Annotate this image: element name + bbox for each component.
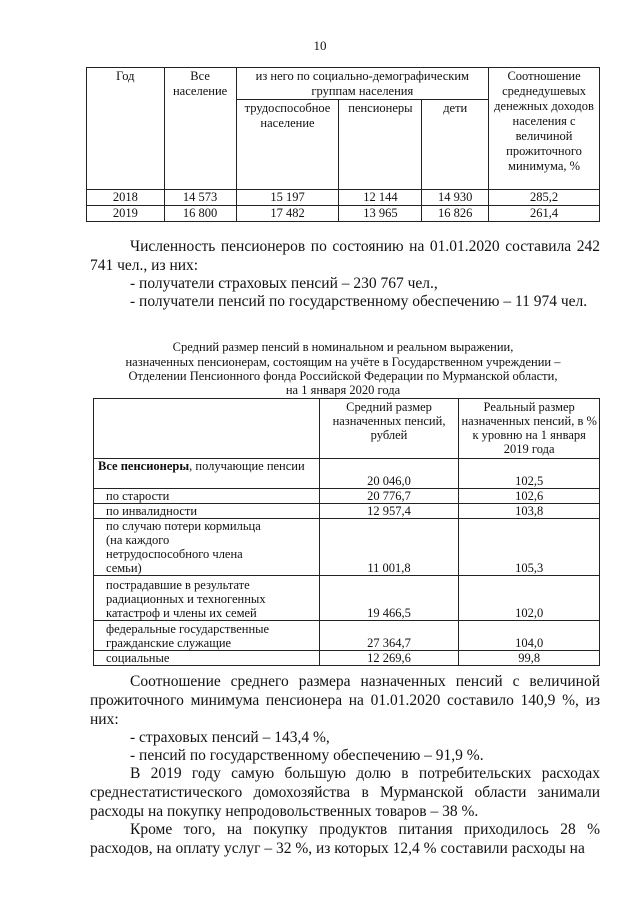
cell-year: 2019 — [87, 206, 165, 222]
header-pensioners: пенсионеры — [339, 100, 422, 190]
header-children: дети — [422, 100, 489, 190]
header-category — [94, 399, 320, 459]
row-label-rest: , получающие пенсии — [189, 459, 305, 473]
table-row — [94, 576, 600, 621]
table-row — [94, 519, 600, 576]
row-label: социальные — [94, 651, 320, 666]
cell-all: 16 800 — [164, 206, 236, 222]
row-label-bold: Все пенсионеры — [98, 459, 190, 473]
cell-real: 104,0 — [459, 621, 600, 651]
row-label: по инвалидности — [94, 504, 320, 519]
row-label: по случаю потери кормильца (на каждого нетрудоспособного члена семьи) — [94, 519, 320, 576]
cell-real: 105,3 — [459, 519, 600, 576]
cell-ratio: 261,4 — [489, 206, 600, 222]
row-label — [94, 459, 320, 489]
cell-real: 103,8 — [459, 504, 600, 519]
cell-working: 15 197 — [236, 190, 339, 206]
table-row — [87, 190, 600, 206]
cell-year: 2018 — [87, 190, 165, 206]
cell-average: 20 046,0 — [319, 459, 459, 489]
cell-pensioners: 12 144 — [339, 190, 422, 206]
expenses-paragraph: В 2019 году самую большую долю в потребительских расходах среднестатистического домохозяйства в Мурманской области занимали расходы на покупку непродовольственных товаров – 38 %. — [90, 765, 600, 820]
cell-average: 11 001,8 — [319, 519, 459, 576]
row-label: пострадавшие в результате радиационных и техногенных катастроф и члены их семей — [94, 576, 320, 621]
table-row — [94, 489, 600, 504]
ratio-paragraph: Соотношение среднего размера назначенных пенсий с величиной прожиточного минимума пенсионера на 01.01.2020 составило 140,9 %, из них: — [90, 673, 600, 728]
cell-real: 102,5 — [459, 459, 600, 489]
bullet-state-ratio: - пенсий по государственному обеспечению – 91,9 %. — [130, 747, 484, 764]
cell-real: 102,6 — [459, 489, 600, 504]
cell-real: 99,8 — [459, 651, 600, 666]
header-all-population: Все население — [164, 68, 236, 190]
table-row — [87, 206, 600, 222]
pensioners-paragraph: Численность пенсионеров по состоянию на 01.01.2020 составила 242 741 чел., из них: — [90, 238, 600, 274]
cell-working: 17 482 — [236, 206, 339, 222]
bullet-insurance: - получатели страховых пенсий – 230 767 чел., — [130, 275, 438, 292]
cell-average: 12 269,6 — [319, 651, 459, 666]
cell-children: 16 826 — [422, 206, 489, 222]
cell-average: 12 957,4 — [319, 504, 459, 519]
page-number: 10 — [313, 38, 327, 53]
table-row — [94, 621, 600, 651]
header-average-pension: Средний размер назначенных пенсий, рублей — [319, 399, 459, 459]
cell-average: 20 776,7 — [319, 489, 459, 504]
table-caption-line: Средний размер пенсий в номинальном и реальном выражении, — [172, 340, 514, 354]
cell-real: 102,0 — [459, 576, 600, 621]
table-caption-line: Отделении Пенсионного фонда Российской Федерации по Мурманской области, — [128, 369, 558, 383]
pensions-table — [93, 398, 600, 666]
table-caption-line: назначенных пенсионерам, состоящим на учёте в Государственном учреждении – — [125, 355, 561, 369]
header-real-pension: Реальный размер назначенных пенсий, в % к уровню на 1 января 2019 года — [459, 399, 600, 459]
cell-pensioners: 13 965 — [339, 206, 422, 222]
table-caption-line: на 1 января 2020 года — [285, 383, 401, 397]
row-label: федеральные государственные гражданские служащие — [94, 621, 320, 651]
cell-all: 14 573 — [164, 190, 236, 206]
header-groups: из него по социально-демографическим группам населения — [236, 68, 489, 100]
food-paragraph: Кроме того, на покупку продуктов питания приходилось 28 % расходов, на оплату услуг – 32 %, из которых 12,4 % составили расходы на — [90, 821, 600, 857]
row-label: по старости — [94, 489, 320, 504]
bullet-state: - получатели пенсий по государственному обеспечению – 11 974 чел. — [130, 293, 588, 310]
table-row — [94, 651, 600, 666]
cell-average: 27 364,7 — [319, 621, 459, 651]
header-working: трудоспособное население — [236, 100, 339, 190]
cell-children: 14 930 — [422, 190, 489, 206]
table-row — [94, 459, 600, 489]
header-year: Год — [87, 68, 165, 190]
cell-ratio: 285,2 — [489, 190, 600, 206]
table-row — [94, 504, 600, 519]
bullet-insurance-ratio: - страховых пенсий – 143,4 %, — [130, 729, 330, 746]
header-ratio: Соотношение среднедушевых денежных доходов населения с величиной прожиточного минимума, % — [489, 68, 600, 190]
income-table — [86, 67, 600, 222]
cell-average: 19 466,5 — [319, 576, 459, 621]
